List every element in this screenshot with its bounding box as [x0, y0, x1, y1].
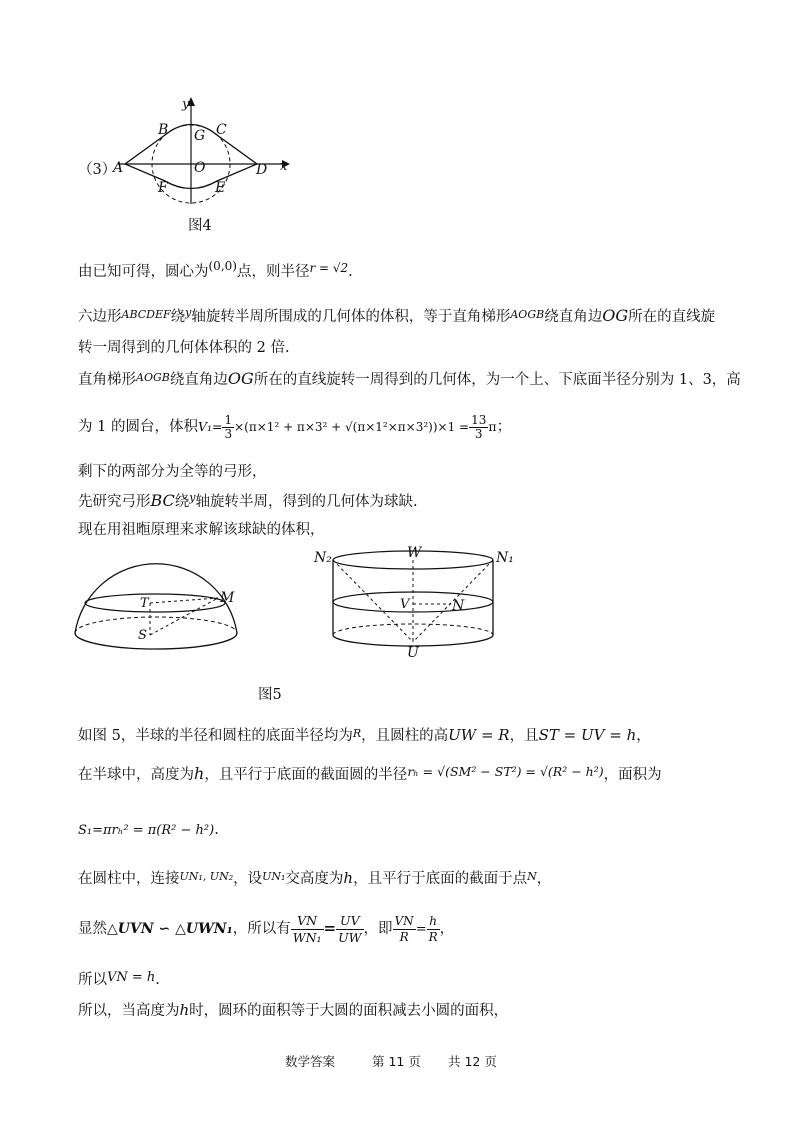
text: 所以 — [78, 972, 107, 988]
label-E: E — [215, 180, 226, 196]
figure-5-hemisphere — [68, 555, 248, 660]
math-bc: BC — [150, 491, 175, 510]
label-A: A — [113, 160, 124, 176]
paragraph-similar-triangles: 显然△UVN ∽ △UWN₁，所以有 $\frac{VN}{\text{WN₁}}$ = $\frac{UV}{UW}$ ，即 $\frac{VN}{R}$ = $\frac{h}{R}$ ， — [78, 912, 455, 945]
math-N: N — [527, 870, 537, 883]
text: ，设 — [233, 871, 263, 887]
math-h: h — [343, 869, 354, 887]
text: 时，圆环的面积等于大圆的面积减去小圆的面积， — [189, 1003, 509, 1019]
text: . — [348, 264, 353, 280]
paragraph-radius-height — [78, 725, 651, 747]
math-volume-expression: ×(π×1² + π×3² + √(π×1²×π×3²))×1 = — [234, 420, 470, 434]
math-eq: = — [212, 419, 223, 434]
math-rh: rₕ = √(SM² − ST²) = √(R² − h²) — [407, 764, 604, 779]
paragraph-study-bc — [78, 491, 418, 513]
label-M: M — [220, 590, 235, 606]
math-radius: r = √2 — [309, 261, 349, 275]
paragraph-center — [78, 259, 353, 282]
label-O: O — [194, 160, 206, 176]
text: 所在的直线旋 — [628, 309, 716, 325]
numerator: VN — [291, 913, 324, 930]
text: ， — [439, 921, 455, 937]
section-front — [85, 603, 225, 612]
text: 轴旋转半周，得到的几何体为球缺. — [195, 494, 418, 510]
math-edge: OG — [602, 306, 629, 325]
math-st: ST = UV = h — [538, 726, 637, 744]
fraction-one-third — [222, 414, 234, 441]
text: ， — [636, 728, 651, 744]
text: 绕直角边 — [544, 309, 603, 325]
text: ，且平行于底面的截面于点 — [353, 871, 528, 887]
label-y: y — [182, 97, 190, 112]
denominator: WN₁ — [292, 929, 322, 945]
numerator: VN — [394, 913, 414, 928]
label-C: C — [216, 122, 227, 138]
text: 所在的直线旋转一周得到的几何体，为一个上、下底面半径分别为 1、3，高 — [253, 372, 741, 388]
figure-5-caption: 图5 — [258, 687, 282, 703]
text: ，且 — [509, 728, 539, 744]
math-center: (0,0) — [208, 259, 237, 273]
text: 六边形 — [78, 309, 122, 325]
item-label: （3） — [78, 162, 117, 178]
label-W: W — [407, 545, 422, 561]
text: ，即 — [363, 921, 393, 937]
footer-subject: 数学答案 — [285, 1054, 336, 1069]
label-F: F — [158, 180, 168, 196]
math-un1: UN₁ — [262, 870, 286, 883]
numerator: 13 — [471, 412, 487, 427]
math-R: R — [352, 727, 362, 740]
text: 绕 — [174, 494, 190, 510]
text: ，且平行于底面的截面圆的半径 — [204, 767, 408, 783]
label-N: N — [452, 598, 465, 614]
denominator: 3 — [474, 426, 483, 441]
math-v1: V₁ — [197, 419, 212, 434]
paragraph-hexagon-line2: 转一周得到的几何体体积的 2 倍. — [78, 340, 290, 356]
label-S: S — [138, 628, 147, 643]
math-eq: = — [323, 919, 337, 937]
math-edge: OG — [227, 369, 254, 388]
paragraph-ring-area — [78, 1000, 508, 1021]
text: ，面积为 — [603, 767, 662, 783]
base-front — [75, 633, 237, 649]
paragraph-area-s1 — [78, 820, 219, 841]
math-y: y — [189, 491, 196, 504]
paragraph-hemisphere-section — [78, 764, 662, 785]
text: 在圆柱中，连接 — [78, 871, 180, 887]
math-s1: S₁=πrₕ² = π(R² − h²) — [78, 823, 215, 838]
denominator: 3 — [224, 426, 233, 441]
text: 显然 — [78, 921, 107, 937]
math-similar: △UVN ∽ △UWN₁ — [107, 921, 233, 937]
label-G: G — [194, 128, 206, 144]
math-y: y — [185, 306, 192, 319]
label-D: D — [256, 162, 268, 178]
footer-page: 第 11 页 — [372, 1054, 421, 1069]
label-N2: N₂ — [314, 550, 332, 566]
text: 轴旋转半周所围成的几何体的体积，等于直角梯形 — [191, 309, 511, 325]
fraction-13-3 — [469, 414, 488, 441]
paragraph-frustum-line1 — [78, 369, 741, 391]
text: ， — [536, 871, 552, 887]
label-B: B — [158, 122, 169, 138]
text: 绕直角边 — [169, 372, 228, 388]
denominator: R — [428, 929, 438, 944]
label-N1: N₁ — [496, 550, 514, 566]
paragraph-cylinder-section — [78, 868, 551, 890]
label-T: T — [140, 596, 149, 611]
numerator: h — [427, 914, 440, 930]
section-back — [85, 594, 225, 603]
text: ，所以有 — [232, 921, 291, 937]
figure-4 — [110, 92, 300, 207]
paragraph-frustum-line2 — [78, 412, 511, 442]
paragraph-segments: 剩下的两部分为全等的弓形， — [78, 464, 267, 480]
math-hexagon: ABCDEF — [121, 308, 171, 321]
text: 先研究弓形 — [78, 494, 151, 510]
label-U: U — [407, 645, 419, 661]
segment-tm — [150, 598, 218, 603]
denominator: R — [399, 929, 409, 944]
label-V: V — [400, 597, 410, 612]
text: 由已知可得，圆心为 — [78, 264, 209, 280]
math-h: h — [179, 1001, 190, 1019]
numerator: UV — [336, 913, 363, 930]
text: 在半球中，高度为 — [78, 767, 194, 783]
paragraph-vn-equals-h — [78, 970, 160, 991]
label-x: x — [280, 159, 288, 174]
math-pi: π — [488, 419, 497, 434]
math-uw: UW = R — [448, 726, 510, 744]
figure-4-caption: 图4 — [188, 218, 212, 234]
denominator: UW — [338, 929, 362, 945]
text: . — [155, 972, 160, 988]
text: ； — [496, 419, 512, 435]
text: 绕 — [170, 309, 186, 325]
fraction-h-r — [427, 914, 440, 945]
base-back — [75, 617, 237, 633]
math-trapezoid: AOGB — [510, 308, 545, 321]
paragraph-hexagon-line1 — [78, 306, 715, 328]
text: . — [214, 822, 219, 838]
math-vn: VN = h — [107, 970, 156, 985]
numerator: 1 — [224, 412, 233, 427]
math-trapezoid: AOGB — [136, 371, 170, 384]
text: 点，则半径 — [236, 264, 310, 280]
segment-sm — [150, 598, 218, 635]
text: 如图 5，半球的半径和圆柱的底面半径均为 — [78, 728, 353, 744]
math-segments: UN₁, UN₂ — [179, 870, 234, 883]
text: 为 1 的圆台，体积 — [78, 419, 198, 435]
text: ，且圆柱的高 — [361, 728, 449, 744]
math-h: h — [194, 764, 205, 783]
fraction-vn-wn1 — [291, 913, 324, 946]
text: 所以，当高度为 — [78, 1003, 180, 1019]
fraction-vn-r — [393, 914, 416, 945]
footer-total: 共 12 页 — [448, 1054, 497, 1069]
text: 直角梯形 — [78, 372, 136, 388]
fraction-uv-uw — [336, 913, 363, 946]
paragraph-zugeng: 现在用祖暅原理来求解该球缺的体积， — [78, 522, 325, 538]
figure-5-cylinder — [312, 540, 522, 665]
text: 交高度为 — [285, 871, 344, 887]
